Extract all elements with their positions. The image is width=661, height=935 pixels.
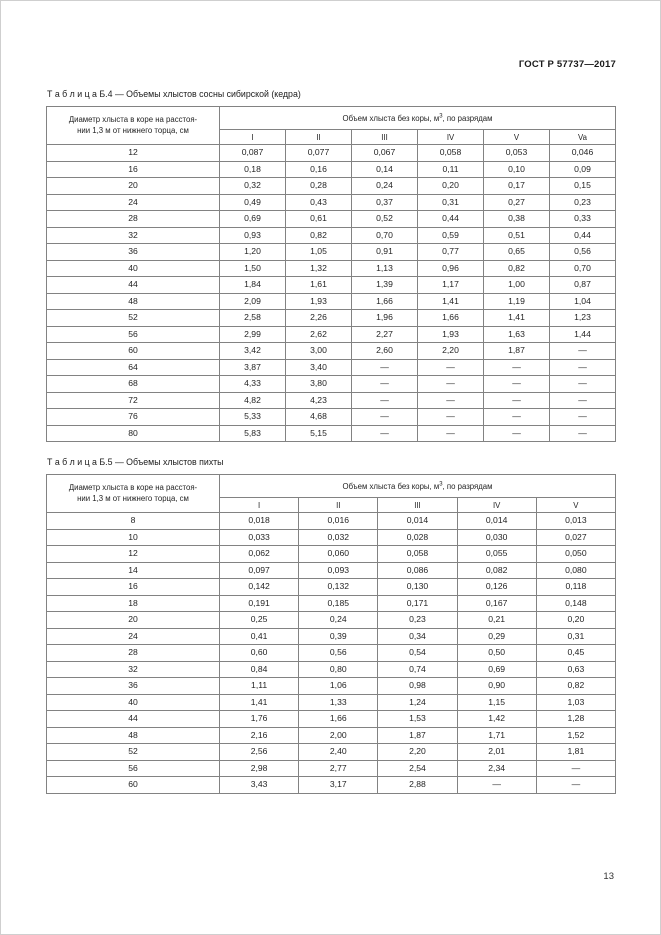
value-cell: 1,39 <box>352 277 418 294</box>
diameter-cell: 52 <box>47 310 220 327</box>
value-cell: 1,00 <box>484 277 550 294</box>
value-cell: 1,63 <box>484 326 550 343</box>
value-cell: 0,69 <box>220 211 286 228</box>
value-cell: 0,56 <box>550 244 616 261</box>
value-cell: 1,81 <box>536 744 615 761</box>
value-cell: 2,09 <box>220 293 286 310</box>
value-cell: — <box>457 777 536 794</box>
value-cell: 0,077 <box>286 145 352 162</box>
value-cell: 0,23 <box>550 194 616 211</box>
value-cell: 0,24 <box>299 612 378 629</box>
value-cell: 0,191 <box>220 595 299 612</box>
value-cell: 0,17 <box>484 178 550 195</box>
grade-column-header: III <box>378 498 457 513</box>
value-cell: — <box>484 392 550 409</box>
value-cell: 0,082 <box>457 562 536 579</box>
table-row <box>47 293 616 310</box>
value-cell: 0,167 <box>457 595 536 612</box>
value-cell: 3,00 <box>286 343 352 360</box>
value-cell: 0,118 <box>536 579 615 596</box>
diameter-cell: 12 <box>47 145 220 162</box>
value-cell: 1,93 <box>286 293 352 310</box>
value-cell: 3,80 <box>286 376 352 393</box>
value-cell: — <box>418 376 484 393</box>
value-cell: 0,98 <box>378 678 457 695</box>
value-cell: 0,69 <box>457 661 536 678</box>
value-cell: 1,03 <box>536 694 615 711</box>
value-cell: 0,080 <box>536 562 615 579</box>
table-row <box>47 343 616 360</box>
value-cell: 0,058 <box>418 145 484 162</box>
value-cell: — <box>536 777 615 794</box>
value-cell: 0,171 <box>378 595 457 612</box>
value-cell: 1,84 <box>220 277 286 294</box>
value-cell: 1,41 <box>484 310 550 327</box>
value-cell: — <box>484 359 550 376</box>
value-cell: 1,66 <box>299 711 378 728</box>
table-row <box>47 727 616 744</box>
value-cell: 2,58 <box>220 310 286 327</box>
value-cell: 0,27 <box>484 194 550 211</box>
value-cell: 0,41 <box>220 628 299 645</box>
value-cell: 0,033 <box>220 529 299 546</box>
value-cell: 0,74 <box>378 661 457 678</box>
grade-column-header: V <box>484 130 550 145</box>
value-cell: — <box>550 392 616 409</box>
value-cell: — <box>550 343 616 360</box>
value-cell: 1,05 <box>286 244 352 261</box>
diameter-cell: 64 <box>47 359 220 376</box>
value-cell: 3,43 <box>220 777 299 794</box>
value-cell: 0,82 <box>286 227 352 244</box>
value-cell: 1,19 <box>484 293 550 310</box>
value-cell: 0,067 <box>352 145 418 162</box>
value-cell: 0,046 <box>550 145 616 162</box>
value-cell: 0,63 <box>536 661 615 678</box>
table-row <box>47 628 616 645</box>
value-cell: 2,01 <box>457 744 536 761</box>
value-cell: 0,90 <box>457 678 536 695</box>
value-cell: 0,055 <box>457 546 536 563</box>
value-cell: 1,06 <box>299 678 378 695</box>
value-cell: 0,93 <box>220 227 286 244</box>
value-cell: 0,23 <box>378 612 457 629</box>
value-cell: 0,61 <box>286 211 352 228</box>
value-cell: 4,82 <box>220 392 286 409</box>
diameter-cell: 56 <box>47 760 220 777</box>
value-cell: — <box>418 425 484 442</box>
value-cell: 1,50 <box>220 260 286 277</box>
value-cell: 2,40 <box>299 744 378 761</box>
value-cell: 0,053 <box>484 145 550 162</box>
diameter-cell: 24 <box>47 194 220 211</box>
table-row <box>47 546 616 563</box>
table-row <box>47 145 616 162</box>
diameter-cell: 36 <box>47 678 220 695</box>
diameter-cell: 12 <box>47 546 220 563</box>
value-cell: 0,28 <box>286 178 352 195</box>
value-cell: 1,04 <box>550 293 616 310</box>
value-cell: 0,70 <box>352 227 418 244</box>
value-cell: 0,82 <box>536 678 615 695</box>
value-cell: 3,87 <box>220 359 286 376</box>
volume-column-header: Объем хлыста без коры, $м^3$, по разрядам <box>220 107 616 130</box>
value-cell: 1,87 <box>378 727 457 744</box>
value-cell: 1,20 <box>220 244 286 261</box>
page-number: 13 <box>603 871 614 882</box>
value-cell: — <box>418 409 484 426</box>
diameter-cell: 20 <box>47 178 220 195</box>
table-row <box>47 310 616 327</box>
value-cell: 1,71 <box>457 727 536 744</box>
diameter-column-header <box>47 475 220 513</box>
value-cell: 0,87 <box>550 277 616 294</box>
diameter-cell: 36 <box>47 244 220 261</box>
value-cell: 2,00 <box>299 727 378 744</box>
diameter-header-line1: Диаметр хлыста в коре на расстоя- <box>68 114 198 124</box>
table-row <box>47 409 616 426</box>
value-cell: 2,77 <box>299 760 378 777</box>
value-cell: 0,25 <box>220 612 299 629</box>
value-cell: — <box>352 376 418 393</box>
value-cell: 0,086 <box>378 562 457 579</box>
value-cell: 0,51 <box>484 227 550 244</box>
value-cell: 0,030 <box>457 529 536 546</box>
value-cell: 2,26 <box>286 310 352 327</box>
value-cell: 1,42 <box>457 711 536 728</box>
diameter-cell: 60 <box>47 343 220 360</box>
table-row <box>47 513 616 530</box>
value-cell: — <box>484 376 550 393</box>
value-cell: 0,44 <box>550 227 616 244</box>
grade-column-header: V <box>536 498 615 513</box>
grade-column-header: I <box>220 498 299 513</box>
value-cell: 0,014 <box>378 513 457 530</box>
header-row-top <box>47 475 616 498</box>
document-number-header: ГОСТ Р 57737—2017 <box>518 59 616 70</box>
value-cell: 1,33 <box>299 694 378 711</box>
cubic-meter-superscript: 3 <box>439 112 443 119</box>
value-cell: 1,96 <box>352 310 418 327</box>
table-row <box>47 359 616 376</box>
diameter-cell: 48 <box>47 293 220 310</box>
value-cell: 3,42 <box>220 343 286 360</box>
value-cell: 4,33 <box>220 376 286 393</box>
diameter-cell: 40 <box>47 694 220 711</box>
diameter-cell: 52 <box>47 744 220 761</box>
value-cell: 0,32 <box>220 178 286 195</box>
diameter-cell: 14 <box>47 562 220 579</box>
table-row <box>47 694 616 711</box>
value-cell: 0,18 <box>220 161 286 178</box>
table-row <box>47 744 616 761</box>
diameter-cell: 32 <box>47 227 220 244</box>
value-cell: 0,016 <box>299 513 378 530</box>
table-row <box>47 529 616 546</box>
value-cell: 2,62 <box>286 326 352 343</box>
value-cell: 0,14 <box>352 161 418 178</box>
value-cell: 0,062 <box>220 546 299 563</box>
diameter-cell: 16 <box>47 161 220 178</box>
value-cell: 2,99 <box>220 326 286 343</box>
diameter-cell: 16 <box>47 579 220 596</box>
value-cell: 1,41 <box>418 293 484 310</box>
value-cell: 0,49 <box>220 194 286 211</box>
value-cell: 3,40 <box>286 359 352 376</box>
value-cell: 1,41 <box>220 694 299 711</box>
table-b4-caption: Т а б л и ц а Б.4 — Объемы хлыстов сосны сибирской (кедра) <box>47 89 301 99</box>
table-row <box>47 392 616 409</box>
value-cell: — <box>418 392 484 409</box>
value-cell: 1,23 <box>550 310 616 327</box>
value-cell: 0,33 <box>550 211 616 228</box>
value-cell: 1,28 <box>536 711 615 728</box>
value-cell: 2,54 <box>378 760 457 777</box>
diameter-cell: 32 <box>47 661 220 678</box>
value-cell: 0,014 <box>457 513 536 530</box>
table-head <box>47 107 616 145</box>
value-cell: 0,38 <box>484 211 550 228</box>
diameter-cell: 76 <box>47 409 220 426</box>
diameter-cell: 20 <box>47 612 220 629</box>
value-cell: 0,43 <box>286 194 352 211</box>
value-cell: — <box>550 409 616 426</box>
value-cell: 0,027 <box>536 529 615 546</box>
value-cell: 0,54 <box>378 645 457 662</box>
value-cell: 0,77 <box>418 244 484 261</box>
value-cell: — <box>550 359 616 376</box>
value-cell: 1,15 <box>457 694 536 711</box>
value-cell: 1,11 <box>220 678 299 695</box>
grade-column-header: IV <box>457 498 536 513</box>
value-cell: 4,68 <box>286 409 352 426</box>
value-cell: 0,142 <box>220 579 299 596</box>
table-row <box>47 277 616 294</box>
value-cell: 5,15 <box>286 425 352 442</box>
grade-column-header: I <box>220 130 286 145</box>
diameter-cell: 72 <box>47 392 220 409</box>
value-cell: 0,70 <box>550 260 616 277</box>
value-cell: 0,56 <box>299 645 378 662</box>
table-b5-caption: Т а б л и ц а Б.5 — Объемы хлыстов пихты <box>47 457 224 467</box>
value-cell: 0,20 <box>418 178 484 195</box>
value-cell: 0,032 <box>299 529 378 546</box>
diameter-cell: 28 <box>47 211 220 228</box>
value-cell: 1,76 <box>220 711 299 728</box>
value-cell: 1,93 <box>418 326 484 343</box>
value-cell: 2,20 <box>378 744 457 761</box>
value-cell: 2,88 <box>378 777 457 794</box>
grade-column-header: IV <box>418 130 484 145</box>
value-cell: 2,34 <box>457 760 536 777</box>
diameter-cell: 40 <box>47 260 220 277</box>
table-row <box>47 661 616 678</box>
header-row-top <box>47 107 616 130</box>
value-cell: 0,39 <box>299 628 378 645</box>
value-cell: 0,050 <box>536 546 615 563</box>
value-cell: 1,61 <box>286 277 352 294</box>
value-cell: 2,60 <box>352 343 418 360</box>
value-cell: 0,087 <box>220 145 286 162</box>
grade-column-header: II <box>299 498 378 513</box>
table-body <box>47 513 616 794</box>
value-cell: — <box>352 425 418 442</box>
value-cell: — <box>418 359 484 376</box>
value-cell: 0,20 <box>536 612 615 629</box>
table-row <box>47 425 616 442</box>
diameter-cell: 28 <box>47 645 220 662</box>
table-row <box>47 612 616 629</box>
table-row <box>47 178 616 195</box>
diameter-cell: 56 <box>47 326 220 343</box>
value-cell: 4,23 <box>286 392 352 409</box>
table-row <box>47 161 616 178</box>
diameter-cell: 44 <box>47 711 220 728</box>
grade-column-header: II <box>286 130 352 145</box>
grade-column-header: Va <box>550 130 616 145</box>
value-cell: 0,45 <box>536 645 615 662</box>
table-row <box>47 711 616 728</box>
value-cell: 0,060 <box>299 546 378 563</box>
value-cell: 0,11 <box>418 161 484 178</box>
value-cell: — <box>550 425 616 442</box>
value-cell: — <box>536 760 615 777</box>
value-cell: 0,093 <box>299 562 378 579</box>
value-cell: — <box>352 409 418 426</box>
value-cell: 0,130 <box>378 579 457 596</box>
diameter-cell: 24 <box>47 628 220 645</box>
value-cell: 1,17 <box>418 277 484 294</box>
table-row <box>47 260 616 277</box>
value-cell: 1,87 <box>484 343 550 360</box>
value-cell: 1,13 <box>352 260 418 277</box>
value-cell: 1,24 <box>378 694 457 711</box>
value-cell: 0,10 <box>484 161 550 178</box>
diameter-column-header <box>47 107 220 145</box>
value-cell: 0,31 <box>418 194 484 211</box>
table-row <box>47 376 616 393</box>
value-cell: 0,097 <box>220 562 299 579</box>
value-cell: 0,24 <box>352 178 418 195</box>
volume-column-header: Объем хлыста без коры, $м^3$, по разрядам <box>220 475 616 498</box>
value-cell: 2,27 <box>352 326 418 343</box>
table-row <box>47 211 616 228</box>
value-cell: 1,53 <box>378 711 457 728</box>
table-row <box>47 244 616 261</box>
value-cell: 0,44 <box>418 211 484 228</box>
value-cell: 0,50 <box>457 645 536 662</box>
table-row <box>47 579 616 596</box>
diameter-cell: 44 <box>47 277 220 294</box>
value-cell: 0,31 <box>536 628 615 645</box>
table-row <box>47 678 616 695</box>
table-b5 <box>46 474 616 794</box>
value-cell: 0,028 <box>378 529 457 546</box>
value-cell: 0,82 <box>484 260 550 277</box>
value-cell: 0,59 <box>418 227 484 244</box>
value-cell: 5,33 <box>220 409 286 426</box>
grade-column-header: III <box>352 130 418 145</box>
value-cell: 1,32 <box>286 260 352 277</box>
table-row <box>47 227 616 244</box>
value-cell: — <box>352 359 418 376</box>
diameter-header-line2: нии 1,3 м от нижнего торца, см <box>77 493 189 503</box>
cubic-meter-superscript: 3 <box>439 480 443 487</box>
value-cell: 0,29 <box>457 628 536 645</box>
value-cell: 0,185 <box>299 595 378 612</box>
value-cell: 0,15 <box>550 178 616 195</box>
value-cell: 0,21 <box>457 612 536 629</box>
diameter-cell: 18 <box>47 595 220 612</box>
value-cell: — <box>484 425 550 442</box>
value-cell: 0,16 <box>286 161 352 178</box>
table-row <box>47 645 616 662</box>
diameter-cell: 10 <box>47 529 220 546</box>
table-head <box>47 475 616 513</box>
table-row <box>47 777 616 794</box>
value-cell: 5,83 <box>220 425 286 442</box>
table-row <box>47 760 616 777</box>
value-cell: — <box>550 376 616 393</box>
value-cell: 0,126 <box>457 579 536 596</box>
value-cell: 2,16 <box>220 727 299 744</box>
value-cell: 0,37 <box>352 194 418 211</box>
value-cell: 1,66 <box>418 310 484 327</box>
table-body <box>47 145 616 442</box>
diameter-cell: 68 <box>47 376 220 393</box>
value-cell: 0,013 <box>536 513 615 530</box>
value-cell: 2,20 <box>418 343 484 360</box>
value-cell: 0,148 <box>536 595 615 612</box>
value-cell: 1,66 <box>352 293 418 310</box>
table-row <box>47 326 616 343</box>
value-cell: 2,56 <box>220 744 299 761</box>
table-row <box>47 562 616 579</box>
value-cell: 1,44 <box>550 326 616 343</box>
table-row <box>47 194 616 211</box>
value-cell: 0,018 <box>220 513 299 530</box>
value-cell: 0,84 <box>220 661 299 678</box>
value-cell: 2,98 <box>220 760 299 777</box>
diameter-cell: 80 <box>47 425 220 442</box>
table-b4 <box>46 106 616 442</box>
diameter-header-line1: Диаметр хлыста в коре на расстоя- <box>68 482 198 492</box>
value-cell: 0,058 <box>378 546 457 563</box>
value-cell: 0,34 <box>378 628 457 645</box>
value-cell: 3,17 <box>299 777 378 794</box>
diameter-cell: 8 <box>47 513 220 530</box>
value-cell: 1,52 <box>536 727 615 744</box>
diameter-header-line2: нии 1,3 м от нижнего торца, см <box>77 125 189 135</box>
diameter-cell: 60 <box>47 777 220 794</box>
diameter-cell: 48 <box>47 727 220 744</box>
value-cell: — <box>352 392 418 409</box>
table-row <box>47 595 616 612</box>
value-cell: 0,96 <box>418 260 484 277</box>
value-cell: — <box>484 409 550 426</box>
value-cell: 0,80 <box>299 661 378 678</box>
value-cell: 0,132 <box>299 579 378 596</box>
value-cell: 0,60 <box>220 645 299 662</box>
value-cell: 0,52 <box>352 211 418 228</box>
value-cell: 0,91 <box>352 244 418 261</box>
value-cell: 0,09 <box>550 161 616 178</box>
value-cell: 0,65 <box>484 244 550 261</box>
